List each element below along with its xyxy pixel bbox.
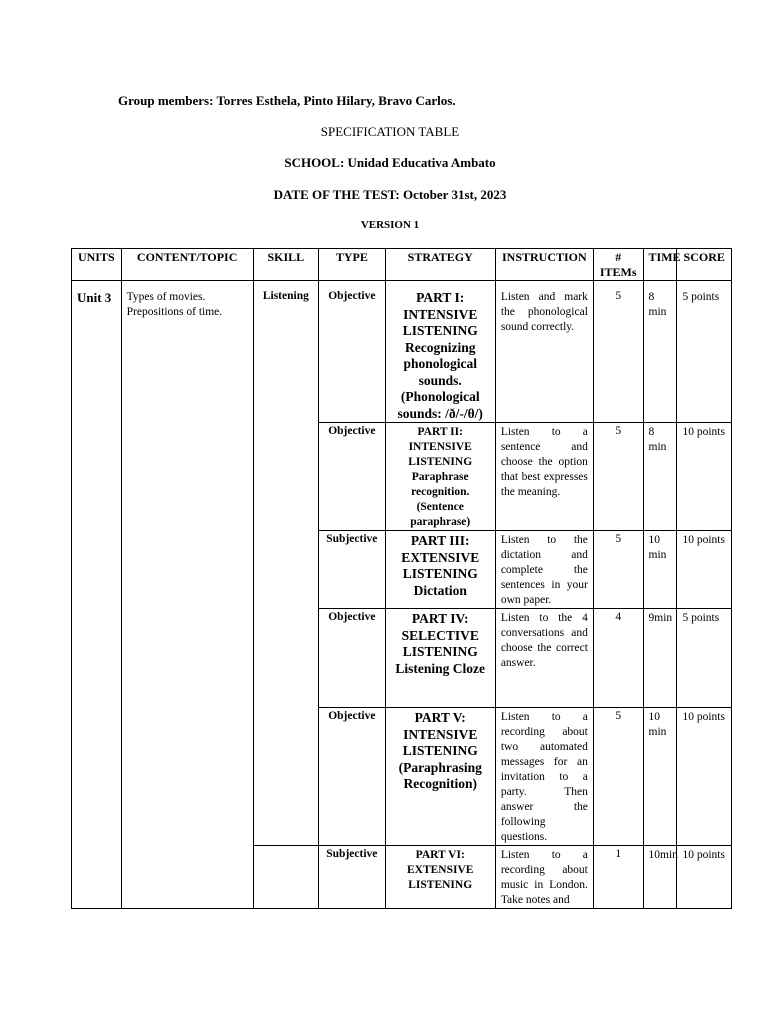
col-header-instruction: INSTRUCTION: [495, 249, 593, 281]
strategy-cell: PART VI: EXTENSIVE LISTENING: [385, 846, 495, 909]
strategy-cell: PART III: EXTENSIVE LISTENING Dictation: [385, 531, 495, 609]
col-header-items: # ITEMs: [593, 249, 643, 281]
time-cell: 8 min: [643, 281, 677, 423]
col-header-type: TYPE: [319, 249, 386, 281]
instruction-cell: Listen and mark the phonological sound correctly.: [495, 281, 593, 423]
items-cell: 4: [593, 609, 643, 708]
items-cell: 5: [593, 423, 643, 531]
skill-cell-empty: [253, 846, 318, 909]
strategy-cell: PART II: INTENSIVE LISTENING Paraphrase recognition. (Sentence paraphrase): [385, 423, 495, 531]
items-cell: 1: [593, 846, 643, 909]
score-cell: 10 points: [677, 708, 732, 846]
instruction-cell: Listen to a sentence and choose the option that best expresses the meaning.: [495, 423, 593, 531]
type-cell: Objective: [319, 281, 386, 423]
type-cell: Objective: [319, 423, 386, 531]
group-members: Group members: Torres Esthela, Pinto Hilary, Bravo Carlos.: [118, 93, 456, 108]
col-header-units: UNITS: [72, 249, 122, 281]
instruction-cell: Listen to the 4 conversations and choose the correct answer.: [495, 609, 593, 708]
unit-cell: Unit 3: [72, 281, 122, 909]
specification-table: [71, 248, 732, 909]
strategy-cell: PART IV: SELECTIVE LISTENING Listening Cloze: [385, 609, 495, 708]
score-cell: 5 points: [677, 609, 732, 708]
content-topic-cell: Types of movies. Prepositions of time.: [121, 281, 253, 909]
instruction-cell: Listen to a recording about music in London. Take notes and: [495, 846, 593, 909]
instruction-cell: Listen to a recording about two automated messages for an invitation to a party. Then answer the following questions.: [495, 708, 593, 846]
col-header-time: TIME: [643, 249, 677, 281]
items-cell: 5: [593, 281, 643, 423]
table-row: [72, 281, 732, 423]
score-cell: 10 points: [677, 846, 732, 909]
type-cell: Subjective: [319, 846, 386, 909]
school-name: SCHOOL: Unidad Educativa Ambato: [284, 155, 496, 170]
time-cell: 10 min: [643, 531, 677, 609]
score-cell: 10 points: [677, 423, 732, 531]
type-cell: Objective: [319, 708, 386, 846]
col-header-content: CONTENT/TOPIC: [121, 249, 253, 281]
table-header-row: [72, 249, 732, 281]
document-title: SPECIFICATION TABLE: [320, 124, 460, 139]
time-cell: 10min: [643, 846, 677, 909]
items-cell: 5: [593, 531, 643, 609]
score-cell: 10 points: [677, 531, 732, 609]
strategy-cell: PART V: INTENSIVE LISTENING (Paraphrasing Recognition): [385, 708, 495, 846]
type-cell: Objective: [319, 609, 386, 708]
time-cell: 10 min: [643, 708, 677, 846]
skill-cell: Listening: [253, 281, 318, 846]
col-header-strategy: STRATEGY: [385, 249, 495, 281]
test-date: DATE OF THE TEST: October 31st, 2023: [273, 187, 507, 202]
time-cell: 9min: [643, 609, 677, 708]
score-cell: 5 points: [677, 281, 732, 423]
type-cell: Subjective: [319, 531, 386, 609]
strategy-cell: PART I: INTENSIVE LISTENING Recognizing phonological sounds. (Phonological sounds: /ð/-/θ/): [385, 281, 495, 423]
col-header-score: SCORE: [677, 249, 732, 281]
time-cell: 8 min: [643, 423, 677, 531]
instruction-cell: Listen to the dictation and complete the sentences in your own paper.: [495, 531, 593, 609]
items-cell: 5: [593, 708, 643, 846]
col-header-skill: SKILL: [253, 249, 318, 281]
version-label: VERSION 1: [360, 219, 420, 231]
